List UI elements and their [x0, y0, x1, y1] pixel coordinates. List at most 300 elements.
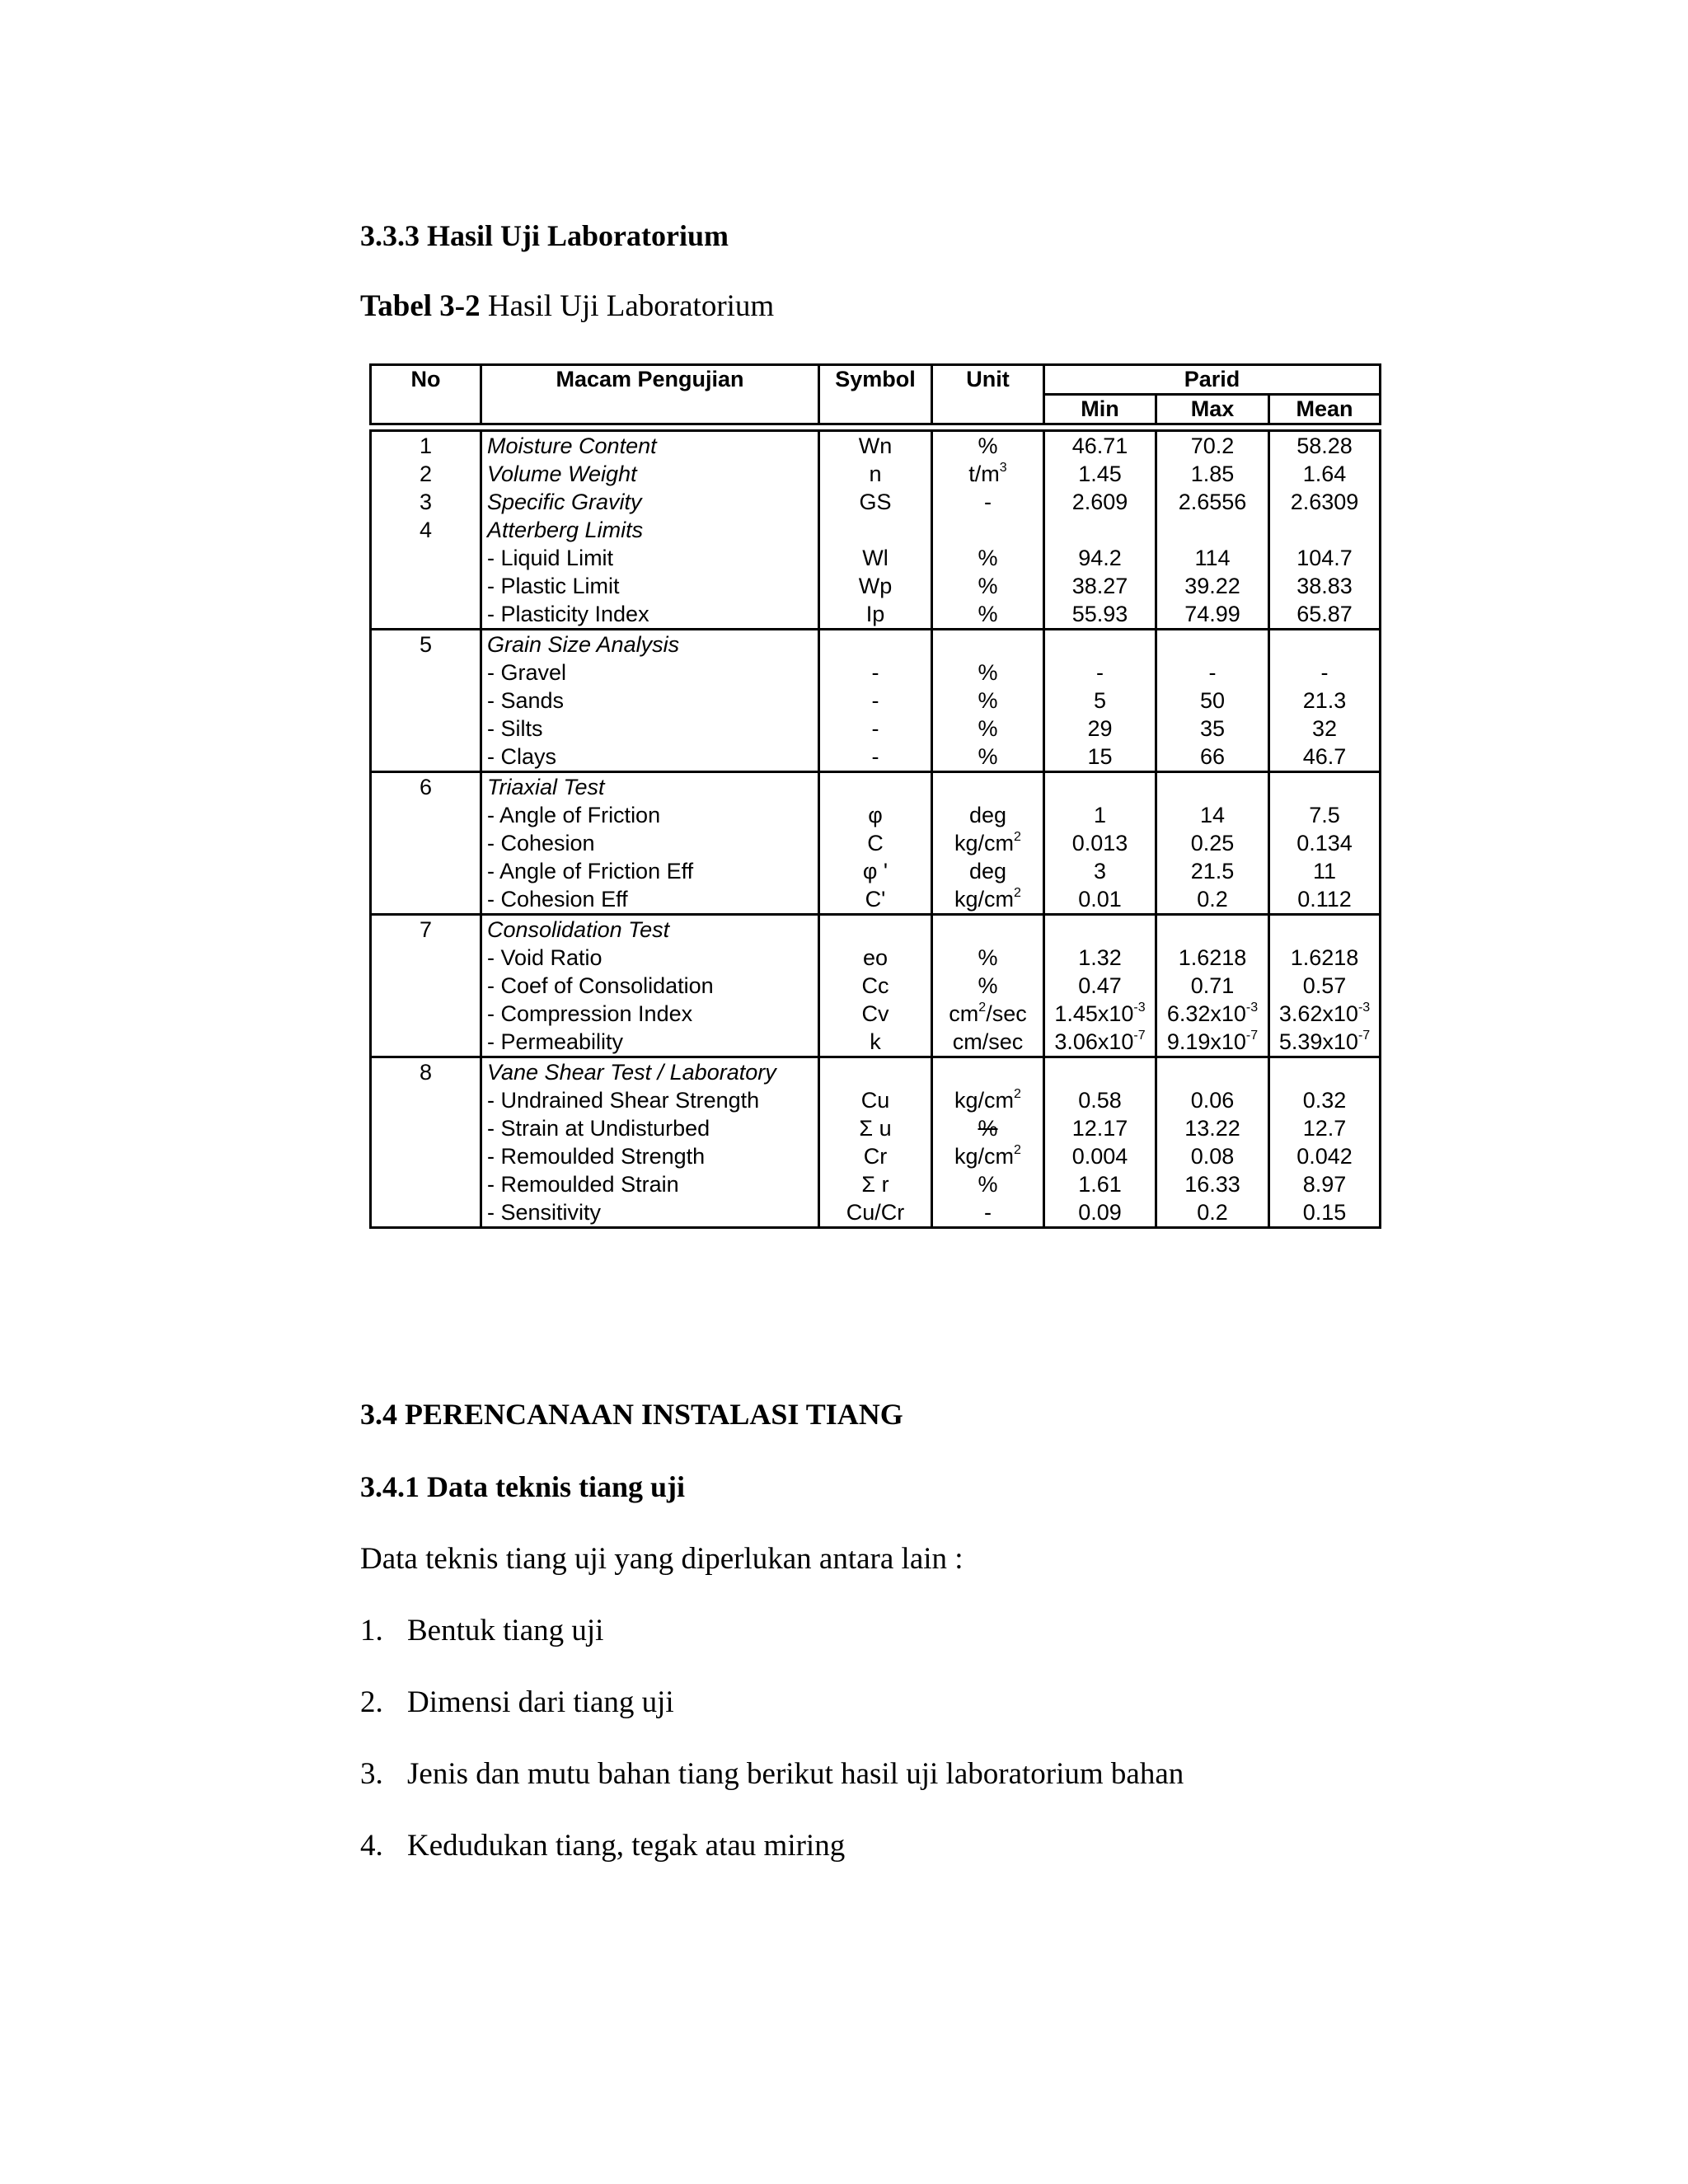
list-item — [360, 1756, 1184, 1792]
table-row — [371, 972, 1381, 1000]
cell-mean — [1269, 915, 1381, 944]
value-exponent: -3 — [1245, 1000, 1259, 1015]
cell-mean — [1269, 1086, 1381, 1114]
cell-mean — [1269, 572, 1381, 600]
cell-unit — [932, 972, 1044, 1000]
value-max: 1.85 — [1190, 461, 1235, 486]
unit-text: cm/sec — [952, 1029, 1024, 1054]
section-heading-3-4: 3.4 PERENCANAAN INSTALASI TIANG — [360, 1398, 903, 1431]
cell-max — [1156, 1000, 1269, 1028]
cell-min — [1044, 829, 1156, 857]
unit-exponent: 3 — [999, 460, 1007, 475]
cell-mean — [1269, 972, 1381, 1000]
cell-min — [1044, 460, 1156, 488]
value-min: 0.004 — [1071, 1143, 1128, 1169]
cell-unit — [932, 1086, 1044, 1114]
cell-max — [1156, 1114, 1269, 1142]
cell-no — [371, 1114, 481, 1142]
cell-max — [1156, 801, 1269, 829]
cell-unit — [932, 572, 1044, 600]
table-row — [371, 772, 1381, 802]
value-max: 35 — [1199, 715, 1226, 741]
cell-max — [1156, 915, 1269, 944]
cell-no — [371, 600, 481, 630]
cell-mean — [1269, 516, 1381, 544]
value-max: 74.99 — [1184, 601, 1240, 626]
table-caption — [360, 288, 774, 324]
cell-min — [1044, 885, 1156, 915]
cell-symbol: - — [819, 715, 932, 743]
header-mean: Mean — [1269, 395, 1381, 424]
cell-mean — [1269, 1198, 1381, 1228]
value-mean: 21.3 — [1302, 687, 1347, 713]
cell-min — [1044, 687, 1156, 715]
cell-max — [1156, 658, 1269, 687]
cell-test-name: - Angle of Friction — [481, 801, 819, 829]
cell-no — [371, 801, 481, 829]
cell-unit — [932, 1142, 1044, 1170]
cell-mean — [1269, 658, 1381, 687]
cell-symbol: GS — [819, 488, 932, 516]
cell-unit — [932, 801, 1044, 829]
value-min: 1.45 — [1078, 461, 1122, 486]
cell-test-name: - Strain at Undisturbed — [481, 1114, 819, 1142]
cell-mean — [1269, 488, 1381, 516]
cell-unit — [932, 944, 1044, 972]
cell-no — [371, 972, 481, 1000]
unit-text: - — [984, 1199, 992, 1225]
unit-text: % — [978, 601, 998, 626]
cell-min — [1044, 857, 1156, 885]
cell-min — [1044, 715, 1156, 743]
cell-test-name: - Cohesion — [481, 829, 819, 857]
cell-min — [1044, 488, 1156, 516]
value-mean: 3.62x10 — [1278, 1001, 1358, 1026]
cell-unit — [932, 516, 1044, 544]
cell-test-name: - Plasticity Index — [481, 600, 819, 630]
cell-mean — [1269, 1057, 1381, 1087]
header-max: Max — [1156, 395, 1269, 424]
value-mean: 0.112 — [1297, 886, 1352, 912]
cell-no — [371, 944, 481, 972]
unit-text: % — [978, 743, 998, 769]
cell-test-name: - Permeability — [481, 1028, 819, 1057]
unit-text: % — [978, 1171, 998, 1197]
cell-unit — [932, 772, 1044, 802]
value-min: - — [1096, 659, 1104, 685]
cell-no: 6 — [371, 772, 481, 802]
table-row — [371, 600, 1381, 630]
cell-max — [1156, 1057, 1269, 1087]
cell-symbol — [819, 516, 932, 544]
table-row — [371, 857, 1381, 885]
unit-text: t/m — [968, 461, 1000, 486]
value-mean: 65.87 — [1296, 601, 1353, 626]
cell-test-name: Moisture Content — [481, 431, 819, 461]
value-mean: 32 — [1311, 715, 1338, 741]
unit-text: kg/cm — [954, 1143, 1015, 1169]
cell-no — [371, 687, 481, 715]
value-mean: 2.6309 — [1290, 489, 1359, 514]
cell-test-name: - Liquid Limit — [481, 544, 819, 572]
table-row — [371, 944, 1381, 972]
value-min: 0.09 — [1078, 1199, 1122, 1225]
value-min: 3 — [1093, 858, 1107, 883]
cell-test-name: - Plastic Limit — [481, 572, 819, 600]
value-min: 0.01 — [1078, 886, 1122, 912]
table-row — [371, 743, 1381, 772]
cell-unit — [932, 600, 1044, 630]
cell-test-name: - Gravel — [481, 658, 819, 687]
cell-unit — [932, 743, 1044, 772]
section-heading-3-4-1: 3.4.1 Data teknis tiang uji — [360, 1470, 686, 1503]
cell-max — [1156, 1198, 1269, 1228]
unit-suffix: /sec — [986, 1001, 1027, 1026]
unit-text: % — [978, 944, 998, 970]
cell-symbol: Ip — [819, 600, 932, 630]
list-item-text: Jenis dan mutu bahan tiang berikut hasil uji laboratorium bahan — [407, 1757, 1184, 1791]
cell-min — [1044, 743, 1156, 772]
intro-paragraph: Data teknis tiang uji yang diperlukan antara lain : — [360, 1542, 964, 1576]
cell-test-name: - Compression Index — [481, 1000, 819, 1028]
cell-max — [1156, 431, 1269, 461]
cell-symbol: Cu/Cr — [819, 1198, 932, 1228]
value-min: 46.71 — [1071, 433, 1128, 458]
cell-max — [1156, 1086, 1269, 1114]
table-row — [371, 488, 1381, 516]
cell-mean — [1269, 829, 1381, 857]
cell-max — [1156, 944, 1269, 972]
cell-mean — [1269, 772, 1381, 802]
cell-min — [1044, 1000, 1156, 1028]
cell-test-name: - Void Ratio — [481, 944, 819, 972]
cell-test-name: Atterberg Limits — [481, 516, 819, 544]
unit-text: deg — [968, 802, 1007, 827]
cell-mean — [1269, 885, 1381, 915]
value-max: 6.32x10 — [1166, 1001, 1246, 1026]
header-no: No — [371, 365, 481, 424]
cell-min — [1044, 630, 1156, 659]
cell-no — [371, 1142, 481, 1170]
cell-min — [1044, 801, 1156, 829]
cell-no: 7 — [371, 915, 481, 944]
cell-symbol: Σ u — [819, 1114, 932, 1142]
cell-no — [371, 572, 481, 600]
value-max: 0.25 — [1190, 830, 1235, 855]
value-mean: 0.15 — [1302, 1199, 1347, 1225]
cell-test-name: - Coef of Consolidation — [481, 972, 819, 1000]
cell-max — [1156, 572, 1269, 600]
value-mean: 58.28 — [1296, 433, 1353, 458]
cell-max — [1156, 516, 1269, 544]
cell-max — [1156, 1028, 1269, 1057]
cell-min — [1044, 1170, 1156, 1198]
cell-no — [371, 1086, 481, 1114]
cell-symbol: Cr — [819, 1142, 932, 1170]
table-row — [371, 1028, 1381, 1057]
table-row — [371, 460, 1381, 488]
cell-test-name: Triaxial Test — [481, 772, 819, 802]
list-item-number: 1. — [360, 1614, 383, 1647]
cell-mean — [1269, 944, 1381, 972]
cell-symbol: Wn — [819, 431, 932, 461]
value-min: 1.45x10 — [1054, 1001, 1134, 1026]
cell-min — [1044, 1057, 1156, 1087]
cell-mean — [1269, 1170, 1381, 1198]
value-min: 0.58 — [1078, 1087, 1122, 1113]
cell-no — [371, 658, 481, 687]
cell-test-name: Grain Size Analysis — [481, 630, 819, 659]
cell-no — [371, 544, 481, 572]
header-symbol: Symbol — [819, 365, 932, 424]
section-heading-3-3-3: 3.3.3 Hasil Uji Laboratorium — [360, 219, 729, 252]
cell-max — [1156, 972, 1269, 1000]
table-row — [371, 687, 1381, 715]
list-item-text: Dimensi dari tiang uji — [407, 1685, 674, 1719]
table-row — [371, 544, 1381, 572]
cell-no: 2 — [371, 460, 481, 488]
cell-mean — [1269, 1142, 1381, 1170]
value-min: 1.32 — [1078, 944, 1122, 970]
value-max: 21.5 — [1190, 858, 1235, 883]
value-min: 3.06x10 — [1054, 1029, 1134, 1054]
value-exponent: -3 — [1133, 1000, 1146, 1015]
unit-text: - — [984, 489, 992, 514]
unit-text: kg/cm — [954, 1087, 1015, 1113]
unit-text: % — [978, 433, 998, 458]
value-mean: 1.6218 — [1290, 944, 1359, 970]
cell-test-name: Volume Weight — [481, 460, 819, 488]
value-max: 0.06 — [1190, 1087, 1235, 1113]
list-item-text: Bentuk tiang uji — [407, 1614, 604, 1647]
cell-min — [1044, 944, 1156, 972]
cell-unit — [932, 488, 1044, 516]
cell-unit — [932, 857, 1044, 885]
cell-test-name: - Remoulded Strength — [481, 1142, 819, 1170]
value-exponent: -3 — [1357, 1000, 1371, 1015]
cell-mean — [1269, 1000, 1381, 1028]
cell-max — [1156, 630, 1269, 659]
cell-symbol: Cc — [819, 972, 932, 1000]
cell-mean — [1269, 1114, 1381, 1142]
value-exponent: -7 — [1357, 1028, 1371, 1043]
table-row — [371, 829, 1381, 857]
unit-text: cm — [949, 1001, 979, 1026]
value-mean: 11 — [1313, 858, 1337, 883]
list-item — [360, 1685, 674, 1720]
unit-text: kg/cm — [954, 830, 1015, 855]
value-min: 38.27 — [1071, 573, 1128, 598]
value-mean: 1.64 — [1302, 461, 1347, 486]
unit-text: kg/cm — [954, 886, 1015, 912]
value-max: - — [1208, 659, 1217, 685]
cell-mean — [1269, 715, 1381, 743]
value-max: 13.22 — [1184, 1115, 1240, 1141]
cell-min — [1044, 972, 1156, 1000]
value-max: 39.22 — [1184, 573, 1240, 598]
cell-unit — [932, 829, 1044, 857]
cell-unit — [932, 630, 1044, 659]
cell-symbol: Wl — [819, 544, 932, 572]
cell-min — [1044, 600, 1156, 630]
value-mean: 38.83 — [1296, 573, 1353, 598]
unit-text: deg — [968, 858, 1007, 883]
cell-test-name: - Undrained Shear Strength — [481, 1086, 819, 1114]
table-row — [371, 1057, 1381, 1087]
cell-mean — [1269, 544, 1381, 572]
cell-symbol: Wp — [819, 572, 932, 600]
cell-unit — [932, 1170, 1044, 1198]
cell-symbol: Cv — [819, 1000, 932, 1028]
value-mean: 104.7 — [1296, 545, 1353, 570]
cell-max — [1156, 687, 1269, 715]
cell-max — [1156, 460, 1269, 488]
cell-mean — [1269, 743, 1381, 772]
cell-test-name: - Angle of Friction Eff — [481, 857, 819, 885]
value-max: 0.2 — [1197, 1199, 1228, 1225]
cell-mean — [1269, 630, 1381, 659]
cell-no: 1 — [371, 431, 481, 461]
unit-text: % — [978, 1115, 998, 1141]
cell-no — [371, 715, 481, 743]
value-min: 2.609 — [1071, 489, 1128, 514]
cell-mean — [1269, 460, 1381, 488]
cell-max — [1156, 1142, 1269, 1170]
list-item-text: Kedudukan tiang, tegak atau miring — [407, 1829, 846, 1863]
unit-text: % — [978, 972, 998, 998]
cell-min — [1044, 1028, 1156, 1057]
cell-min — [1044, 658, 1156, 687]
cell-symbol — [819, 915, 932, 944]
cell-symbol: Cu — [819, 1086, 932, 1114]
cell-symbol: φ ' — [819, 857, 932, 885]
header-group-parid: Parid — [1044, 365, 1381, 395]
cell-unit — [932, 1057, 1044, 1087]
cell-no: 4 — [371, 516, 481, 544]
value-max: 16.33 — [1184, 1171, 1240, 1197]
cell-max — [1156, 829, 1269, 857]
value-max: 114 — [1194, 545, 1231, 570]
table-row — [371, 431, 1381, 461]
cell-mean — [1269, 1028, 1381, 1057]
value-min: 0.47 — [1078, 972, 1122, 998]
cell-unit — [932, 687, 1044, 715]
unit-text: % — [978, 687, 998, 713]
unit-exponent: 2 — [1014, 885, 1021, 900]
value-max: 1.6218 — [1178, 944, 1247, 970]
value-min: 29 — [1087, 715, 1113, 741]
table-row — [371, 1114, 1381, 1142]
cell-test-name: - Clays — [481, 743, 819, 772]
cell-min — [1044, 1142, 1156, 1170]
cell-symbol — [819, 630, 932, 659]
cell-unit — [932, 431, 1044, 461]
cell-min — [1044, 772, 1156, 802]
value-min: 0.013 — [1071, 830, 1128, 855]
cell-no — [371, 743, 481, 772]
cell-unit — [932, 544, 1044, 572]
cell-no — [371, 829, 481, 857]
cell-symbol: n — [819, 460, 932, 488]
table-row — [371, 801, 1381, 829]
cell-max — [1156, 772, 1269, 802]
cell-symbol: Σ r — [819, 1170, 932, 1198]
table-row — [371, 1086, 1381, 1114]
cell-mean — [1269, 857, 1381, 885]
cell-no — [371, 857, 481, 885]
cell-unit — [932, 1114, 1044, 1142]
cell-min — [1044, 544, 1156, 572]
cell-mean — [1269, 600, 1381, 630]
unit-exponent: 2 — [978, 1000, 987, 1015]
cell-no — [371, 1198, 481, 1228]
cell-min — [1044, 915, 1156, 944]
value-max: 0.2 — [1197, 886, 1228, 912]
value-min: 15 — [1087, 743, 1113, 769]
header-min: Min — [1044, 395, 1156, 424]
cell-no — [371, 1028, 481, 1057]
cell-min — [1044, 1198, 1156, 1228]
value-max: 66 — [1199, 743, 1226, 769]
cell-test-name: Specific Gravity — [481, 488, 819, 516]
cell-min — [1044, 516, 1156, 544]
value-min: 94.2 — [1078, 545, 1122, 570]
cell-max — [1156, 600, 1269, 630]
value-min: 1 — [1093, 802, 1107, 827]
cell-symbol: - — [819, 743, 932, 772]
table-row — [371, 915, 1381, 944]
table-row — [371, 572, 1381, 600]
cell-max — [1156, 715, 1269, 743]
value-max: 2.6556 — [1178, 489, 1247, 514]
table-row — [371, 715, 1381, 743]
value-mean: 0.134 — [1296, 830, 1353, 855]
table-row — [371, 1170, 1381, 1198]
table-row — [371, 1198, 1381, 1228]
cell-no — [371, 1170, 481, 1198]
cell-symbol — [819, 1057, 932, 1087]
value-max: 14 — [1199, 802, 1226, 827]
value-max: 50 — [1199, 687, 1226, 713]
cell-symbol — [819, 772, 932, 802]
value-mean: 8.97 — [1302, 1171, 1347, 1197]
value-min: 1.61 — [1078, 1171, 1122, 1197]
value-exponent: -7 — [1133, 1028, 1146, 1043]
unit-exponent: 2 — [1014, 829, 1021, 844]
cell-min — [1044, 1114, 1156, 1142]
header-unit: Unit — [932, 365, 1044, 424]
cell-max — [1156, 857, 1269, 885]
cell-unit — [932, 1000, 1044, 1028]
cell-symbol: C — [819, 829, 932, 857]
cell-test-name: - Remoulded Strain — [481, 1170, 819, 1198]
list-item-number: 4. — [360, 1829, 383, 1863]
cell-mean — [1269, 687, 1381, 715]
cell-test-name: Vane Shear Test / Laboratory — [481, 1057, 819, 1087]
table-row — [371, 658, 1381, 687]
cell-min — [1044, 1086, 1156, 1114]
cell-test-name: - Sands — [481, 687, 819, 715]
table-caption-label: Tabel 3-2 — [360, 289, 481, 323]
unit-text: % — [978, 659, 998, 685]
value-min: 55.93 — [1071, 601, 1128, 626]
list-item — [360, 1828, 845, 1863]
cell-no: 8 — [371, 1057, 481, 1087]
cell-test-name: - Cohesion Eff — [481, 885, 819, 915]
cell-min — [1044, 572, 1156, 600]
unit-exponent: 2 — [1014, 1086, 1021, 1101]
value-mean: 0.57 — [1302, 972, 1347, 998]
